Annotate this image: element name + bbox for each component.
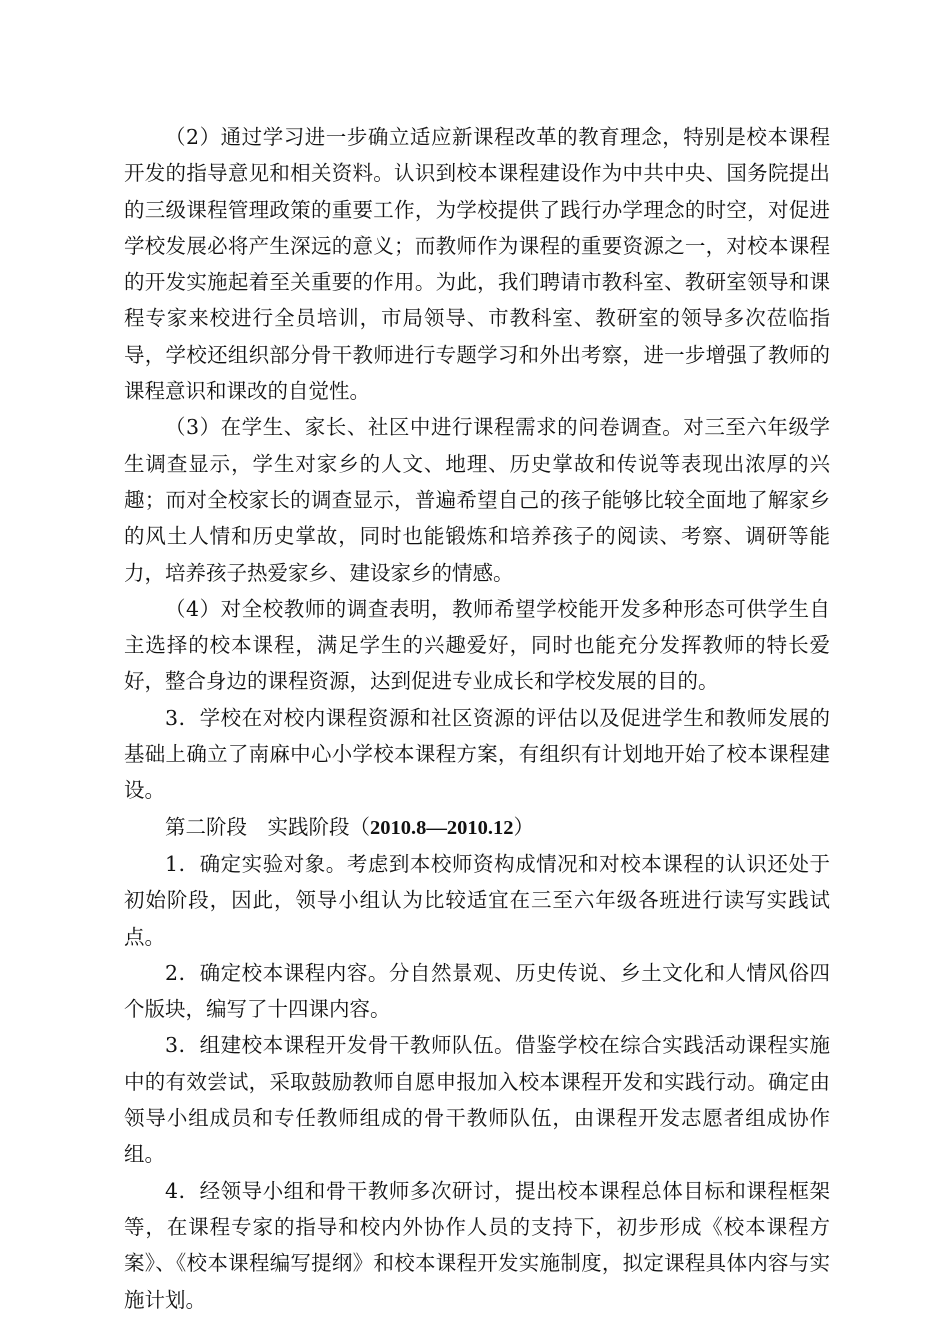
- paragraph-training-awareness: （2）通过学习进一步确立适应新课程改革的教育理念，特别是校本课程开发的指导意见和相关资料。认识到校本课程建设作为中共中央、国务院提出的三级课程管理政策的重要工作，为学校提供了践行办学理念的时空，对促进学校发展必将产生深远的意义；而教师作为课程的重要资源之一，对校本课程的开发实施起着至关重要的作用。为此，我们聘请市教科室、教研室领导和课程专家来校进行全员培训，市局领导、市教科室、教研室的领导多次莅临指导，学校还组织部分骨干教师进行专题学习和外出考察，进一步增强了教师的课程意识和课改的自觉性。: [124, 125, 830, 404]
- paragraph-teacher-survey: （4）对全校教师的调查表明，教师希望学校能开发多种形态可供学生自主选择的校本课程，满足学生的兴趣爱好，同时也能充分发挥教师的特长爱好，整合身边的课程资源，达到促进专业成长和学校发展的目的。: [124, 596, 830, 694]
- paragraph-teacher-team: 3．组建校本课程开发骨干教师队伍。借鉴学校在综合实践活动课程实施中的有效尝试，采取鼓励教师自愿申报加入校本课程开发和实践行动。确定由领导小组成员和专任教师组成的骨干教师队伍，由课程开发志愿者组成协作组。: [124, 1033, 830, 1167]
- paragraph-course-content: 2．确定校本课程内容。分自然景观、历史传说、乡土文化和人情风俗四个版块，编写了十四课内容。: [124, 960, 830, 1022]
- document-body: [124, 119, 830, 1318]
- stage-two-dates: 2010.8—2010.12: [370, 816, 514, 839]
- paragraph-curriculum-plan: 3．学校在对校内课程资源和社区资源的评估以及促进学生和教师发展的基础上确立了南麻中心小学校本课程方案，有组织有计划地开始了校本课程建设。: [124, 705, 830, 803]
- stage-two-label: 第二阶段 实践阶段（: [165, 814, 370, 839]
- paragraph-needs-survey: （3）在学生、家长、社区中进行课程需求的问卷调查。对三至六年级学生调查显示，学生对家乡的人文、地理、历史掌故和传说等表现出浓厚的兴趣；而对全校家长的调查显示，普遍希望自己的孩子能够比较全面地了解家乡的风土人情和历史掌故，同时也能锻炼和培养孩子的阅读、考察、调研等能力，培养孩子热爱家乡、建设家乡的情感。: [124, 415, 830, 585]
- paragraph-course-framework: 4．经领导小组和骨干教师多次研讨，提出校本课程总体目标和课程框架等，在课程专家的指导和校内外协作人员的支持下，初步形成《校本课程方案》、《校本课程编写提纲》和校本课程开发实施制度，拟定课程具体内容与实施计划。: [124, 1178, 830, 1312]
- paragraph-experiment-subjects: 1．确定实验对象。考虑到本校师资构成情况和对校本课程的认识还处于初始阶段，因此，领导小组认为比较适宜在三至六年级各班进行读写实践试点。: [124, 851, 830, 949]
- stage-two-heading: [124, 809, 830, 846]
- stage-two-close: ）: [513, 814, 534, 839]
